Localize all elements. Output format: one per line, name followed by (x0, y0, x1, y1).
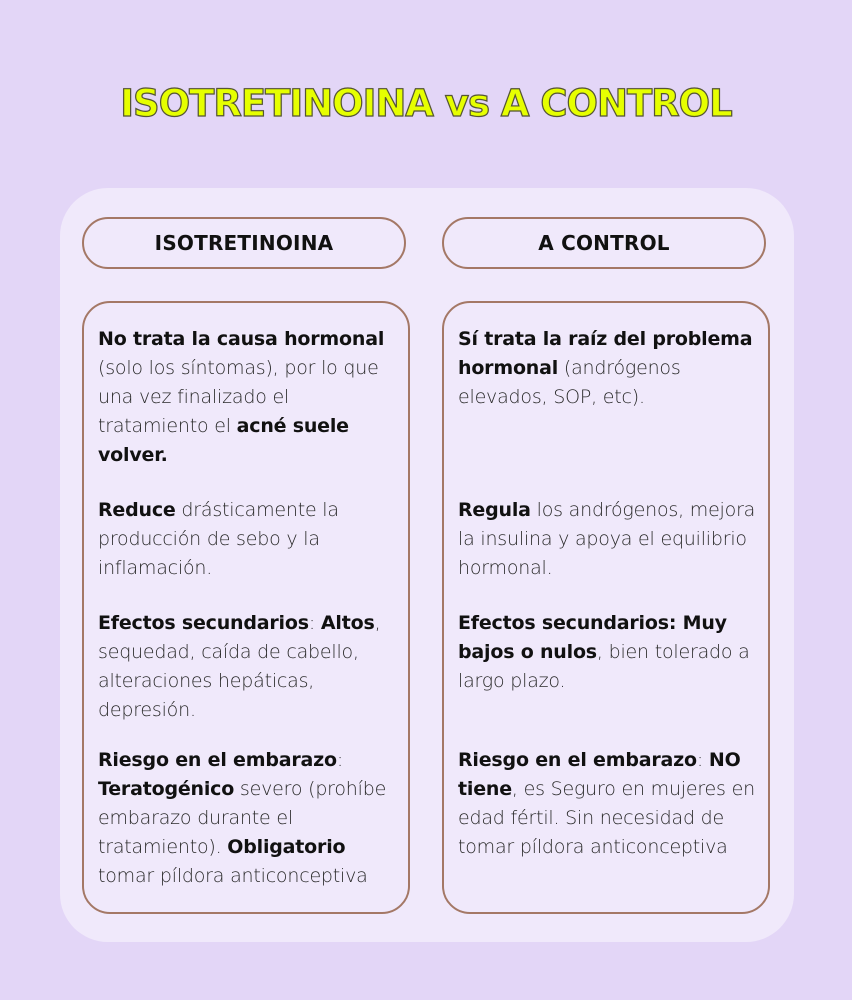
body-text: los andrógenos, mejora la insulina y apoya el equilibrio hormonal. (458, 499, 756, 579)
body-text: severo (prohíbe embarazo durante el tratamiento). (98, 778, 387, 858)
body-text: (andrógenos elevados, SOP, etc). (458, 357, 681, 408)
bold-text: Altos (320, 612, 375, 634)
sebum-block (98, 496, 398, 583)
bold-text: Efectos secundarios: Muy bajos o nulos (458, 612, 727, 663)
body-text: tomar píldora anticonceptiva (98, 865, 368, 887)
cause-block (98, 325, 398, 470)
isotretinoina-card (82, 301, 410, 914)
column-header-a-control: A CONTROL (442, 217, 766, 269)
bold-text: Riesgo en el embarazo (98, 749, 337, 771)
side-effects-block (458, 609, 758, 696)
bold-text: Riesgo en el embarazo (458, 749, 697, 771)
body-text: , bien tolerado a largo plazo. (458, 641, 750, 692)
bold-text: No trata la causa hormonal (98, 328, 385, 350)
body-text: , sequedad, caída de cabello, alteraciones hepáticas, depresión. (98, 612, 381, 721)
side-effects-block (98, 609, 398, 725)
body-text: , es Seguro en mujeres en edad fértil. Sin necesidad de tomar píldora anticonceptiva (458, 778, 755, 858)
bold-text: Reduce (98, 499, 176, 521)
bold-text: NO tiene (458, 749, 741, 800)
body-text: : (696, 749, 709, 771)
sebum-block (458, 496, 758, 583)
bold-text: Regula (458, 499, 531, 521)
cause-block (458, 325, 758, 412)
bold-text: Sí trata la raíz del problema hormonal (458, 328, 753, 379)
body-text: drásticamente la producción de sebo y la inflamación. (98, 499, 339, 579)
bold-text: acné suele volver. (98, 415, 349, 466)
column-header-isotretinoina: ISOTRETINOINA (82, 217, 406, 269)
body-text: : (308, 612, 321, 634)
body-text: (solo los síntomas), por lo que una vez finalizado el tratamiento el (98, 357, 379, 437)
bold-text: Obligatorio (227, 836, 346, 858)
pregnancy-risk-block (98, 746, 398, 891)
bold-text: Efectos secundarios (98, 612, 309, 634)
page-title: ISOTRETINOINA vs A CONTROL (120, 82, 732, 125)
a-control-card (442, 301, 770, 914)
pregnancy-risk-block (458, 746, 758, 862)
bold-text: Teratogénico (98, 778, 235, 800)
body-text: : (336, 749, 344, 771)
